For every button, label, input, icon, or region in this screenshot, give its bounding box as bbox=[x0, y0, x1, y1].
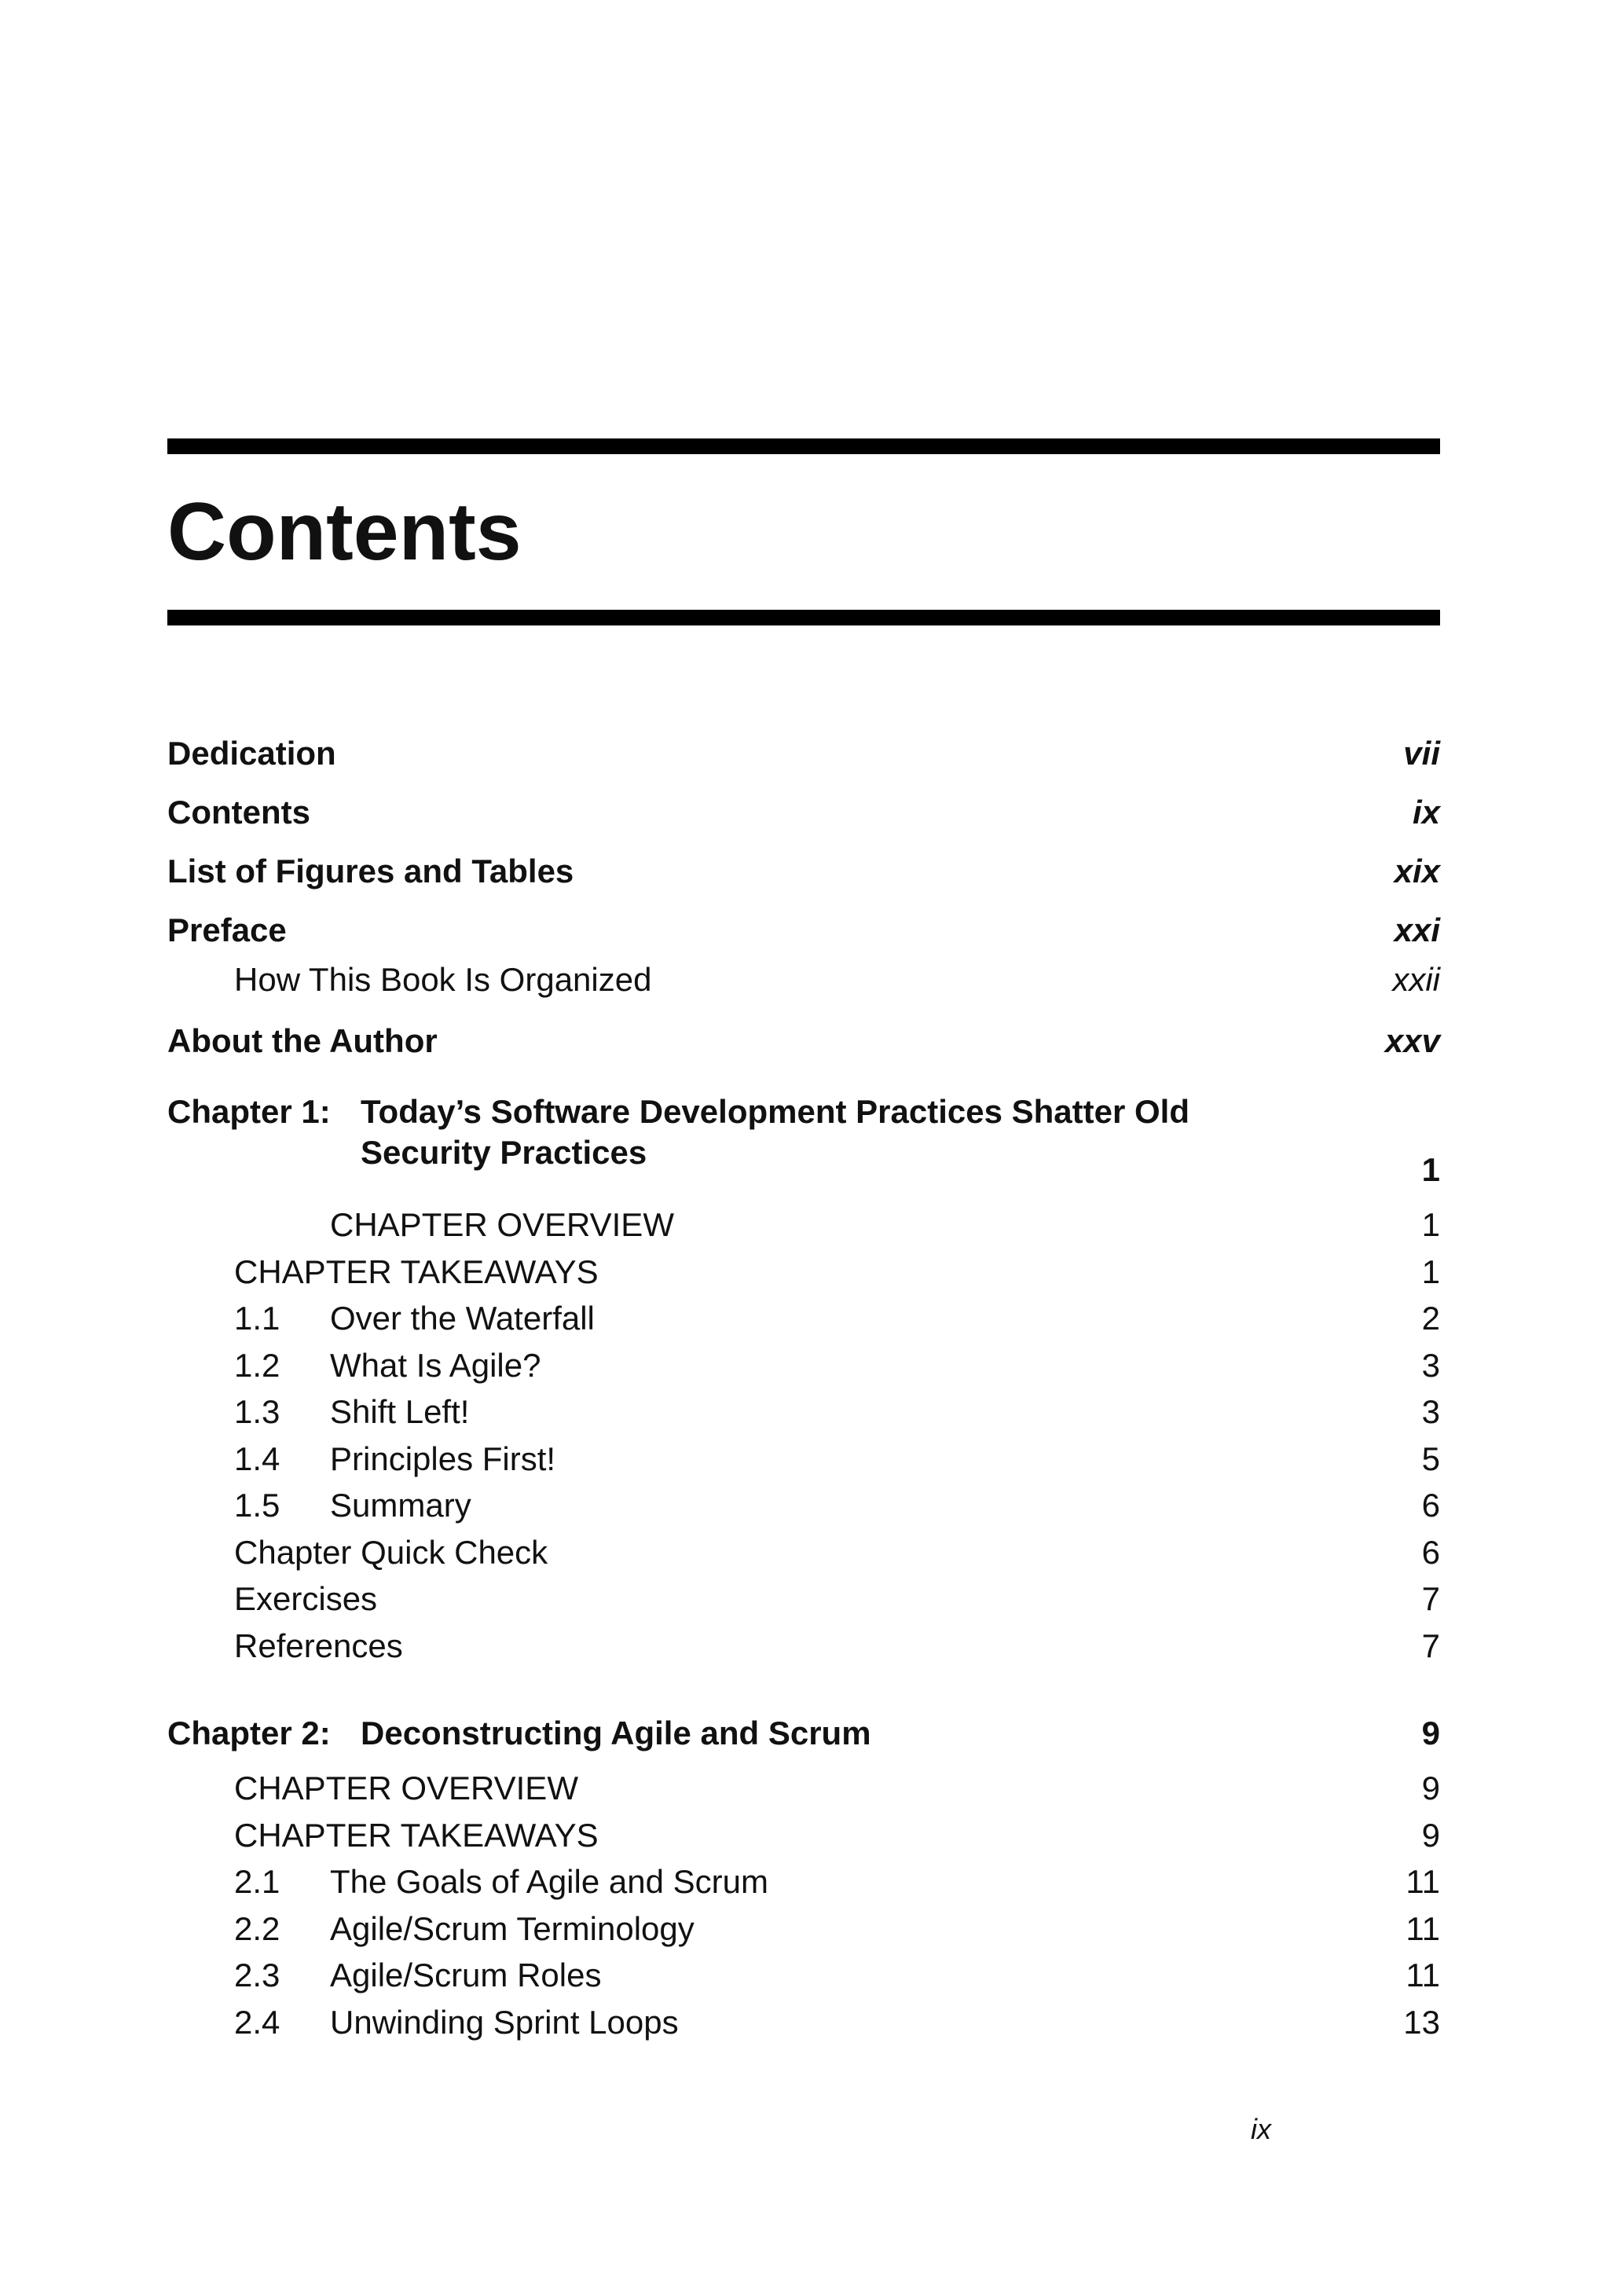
section-title: Agile/Scrum Roles bbox=[330, 1957, 602, 1993]
toc-entry-page: vii bbox=[1403, 735, 1440, 772]
section-page: 3 bbox=[1421, 1346, 1440, 1384]
toc-entry-page: xxv bbox=[1384, 1022, 1440, 1059]
section-number: 2.1 bbox=[234, 1863, 280, 1900]
section-page: 6 bbox=[1421, 1533, 1440, 1571]
section-page: 2 bbox=[1421, 1300, 1440, 1337]
section-page: 13 bbox=[1403, 2003, 1440, 2041]
section-title: CHAPTER TAKEAWAYS bbox=[234, 1253, 599, 1290]
toc-entry-page: ix bbox=[1412, 794, 1440, 831]
section-title: Exercises bbox=[234, 1580, 378, 1617]
toc-entry[interactable] bbox=[167, 1765, 1440, 1812]
toc-entry-title: Contents bbox=[167, 794, 310, 831]
section-number: 1.4 bbox=[234, 1440, 280, 1477]
toc-entry[interactable] bbox=[167, 1812, 1440, 1859]
chapter-label: Chapter 2: bbox=[167, 1715, 331, 1751]
page-title: Contents bbox=[167, 486, 522, 578]
top-rule bbox=[167, 438, 1440, 454]
section-number: 2.2 bbox=[234, 1909, 280, 1947]
toc-entry-page: xxi bbox=[1394, 911, 1440, 948]
section-page: 7 bbox=[1421, 1580, 1440, 1617]
toc-about-author[interactable] bbox=[167, 1017, 1440, 1076]
section-title: CHAPTER TAKEAWAYS bbox=[234, 1816, 599, 1854]
section-number: 1.2 bbox=[234, 1346, 280, 1384]
toc-entry[interactable] bbox=[167, 1999, 1440, 2046]
section-page: 1 bbox=[1421, 1253, 1440, 1290]
chapter-title: Deconstructing Agile and Scrum bbox=[361, 1715, 871, 1751]
toc-entry[interactable] bbox=[167, 1529, 1440, 1576]
toc-page bbox=[167, 0, 1440, 2296]
table-of-contents bbox=[167, 729, 1440, 2045]
toc-entry-title: Dedication bbox=[167, 735, 336, 772]
toc-entry[interactable] bbox=[167, 1623, 1440, 1670]
toc-entry-title: How This Book Is Organized bbox=[234, 961, 652, 998]
toc-entry-title: Preface bbox=[167, 911, 287, 948]
section-title: CHAPTER OVERVIEW bbox=[234, 1770, 578, 1806]
section-title: Principles First! bbox=[330, 1440, 556, 1477]
section-title: Shift Left! bbox=[330, 1393, 470, 1430]
toc-entry[interactable] bbox=[167, 1295, 1440, 1342]
section-title: Unwinding Sprint Loops bbox=[330, 2003, 679, 2041]
section-page: 1 bbox=[1421, 1206, 1440, 1243]
section-page: 6 bbox=[1421, 1487, 1440, 1524]
toc-preface-organization[interactable] bbox=[167, 958, 1440, 1017]
toc-entry[interactable] bbox=[167, 1482, 1440, 1529]
section-number: 1.1 bbox=[234, 1300, 280, 1337]
toc-entry[interactable] bbox=[167, 1201, 1440, 1249]
toc-entry[interactable] bbox=[167, 1858, 1440, 1905]
toc-chapter-1[interactable] bbox=[167, 1091, 1440, 1190]
toc-entry[interactable] bbox=[167, 1575, 1440, 1623]
section-number: 2.4 bbox=[234, 2003, 280, 2041]
section-page: 5 bbox=[1421, 1440, 1440, 1477]
toc-chapter-2[interactable] bbox=[167, 1700, 1440, 1754]
toc-entry[interactable] bbox=[167, 1436, 1440, 1483]
toc-preface[interactable] bbox=[167, 906, 1440, 958]
toc-entry[interactable] bbox=[167, 1342, 1440, 1389]
toc-entry[interactable] bbox=[167, 1952, 1440, 1999]
section-title: Over the Waterfall bbox=[330, 1300, 595, 1337]
section-title: References bbox=[234, 1627, 403, 1664]
section-page: 3 bbox=[1421, 1393, 1440, 1430]
bottom-rule bbox=[167, 610, 1440, 625]
toc-entry[interactable] bbox=[167, 1388, 1440, 1436]
chapter-page: 1 bbox=[1421, 1151, 1440, 1188]
toc-entry-page: xix bbox=[1394, 853, 1440, 889]
chapter-page: 9 bbox=[1421, 1715, 1440, 1751]
section-page: 9 bbox=[1421, 1816, 1440, 1854]
page-number: ix bbox=[1251, 2113, 1271, 2145]
section-title: Agile/Scrum Terminology bbox=[330, 1909, 695, 1947]
section-title: What Is Agile? bbox=[330, 1346, 541, 1384]
section-number: 1.5 bbox=[234, 1487, 280, 1524]
section-title: CHAPTER OVERVIEW bbox=[330, 1206, 674, 1243]
section-page: 11 bbox=[1406, 1957, 1440, 1993]
section-page: 9 bbox=[1421, 1770, 1440, 1806]
toc-list-of-figures[interactable] bbox=[167, 847, 1440, 906]
toc-entry-title: About the Author bbox=[167, 1022, 438, 1059]
section-page: 7 bbox=[1421, 1627, 1440, 1664]
chapter-title: Today’s Software Development Practices Shatter Old Security Practices bbox=[361, 1093, 1189, 1171]
section-number: 1.3 bbox=[234, 1393, 280, 1430]
toc-entry[interactable] bbox=[167, 1905, 1440, 1953]
toc-entry[interactable] bbox=[167, 1249, 1440, 1296]
toc-entry-title: List of Figures and Tables bbox=[167, 853, 574, 889]
section-title: Summary bbox=[330, 1487, 471, 1524]
section-page: 11 bbox=[1406, 1909, 1440, 1947]
section-number: 2.3 bbox=[234, 1957, 280, 1993]
chapter-label: Chapter 1: bbox=[167, 1093, 331, 1130]
toc-dedication[interactable] bbox=[167, 729, 1440, 788]
section-title: The Goals of Agile and Scrum bbox=[330, 1863, 768, 1900]
section-title: Chapter Quick Check bbox=[234, 1533, 548, 1571]
toc-contents[interactable] bbox=[167, 788, 1440, 847]
toc-entry-page: xxii bbox=[1392, 961, 1440, 998]
section-page: 11 bbox=[1406, 1863, 1440, 1900]
